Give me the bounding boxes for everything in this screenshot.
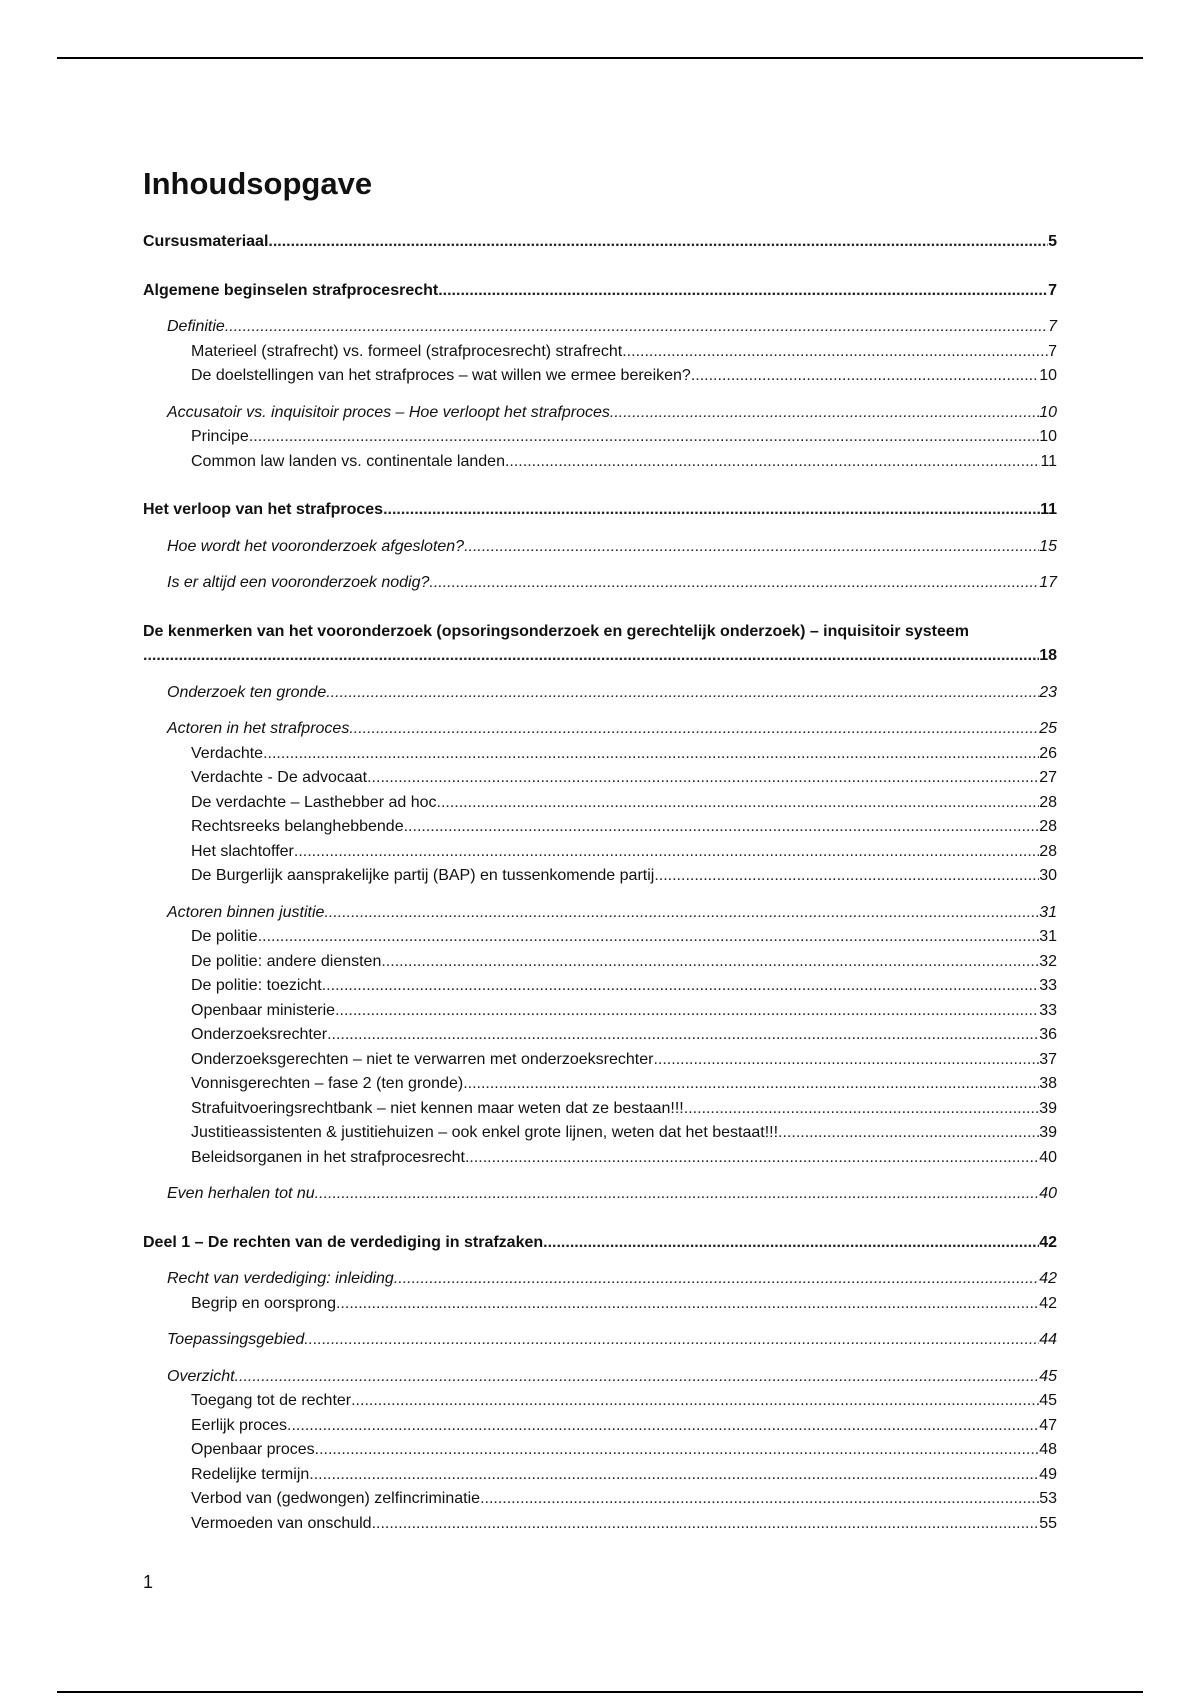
toc-page: 11 <box>1040 501 1057 518</box>
page-title: Inhoudsopgave <box>143 166 373 201</box>
toc-label: Even herhalen tot nu <box>167 1185 315 1202</box>
toc-page: 5 <box>1048 233 1057 250</box>
toc-entry[interactable] <box>143 925 1057 950</box>
toc-entry[interactable] <box>143 1146 1057 1171</box>
toc-entry[interactable] <box>143 840 1057 865</box>
toc-label: De Burgerlijk aansprakelijke partij (BAP) en tussenkomende partij <box>191 867 655 884</box>
toc-label: Hoe wordt het vooronderzoek afgesloten? <box>167 537 465 555</box>
toc-entry[interactable] <box>143 864 1057 889</box>
footer-rule <box>57 1691 1143 1693</box>
toc-label: Vonnisgerechten – fase 2 (ten gronde) <box>191 1075 464 1092</box>
toc-page: 28 <box>1039 842 1057 860</box>
toc-entry[interactable] <box>143 315 1057 340</box>
toc-entry[interactable] <box>143 950 1057 975</box>
toc-page: 42 <box>1039 1270 1057 1287</box>
toc-label: Begrip en oorsprong <box>191 1294 336 1312</box>
toc-label: Openbaar proces <box>191 1441 315 1458</box>
toc-entry[interactable] <box>143 450 1057 475</box>
toc-page: 38 <box>1039 1075 1057 1092</box>
toc-page: 7 <box>1048 342 1057 360</box>
toc-page: 10 <box>1039 403 1057 421</box>
toc-label: Strafuitvoeringsrechtbank – niet kennen maar weten dat ze bestaan!!! <box>191 1099 684 1117</box>
toc-entry[interactable] <box>143 1365 1057 1390</box>
toc-label: Onderzoeksgerechten – niet te verwarren met onderzoeksrechter <box>191 1050 654 1068</box>
toc-entry[interactable] <box>143 1512 1057 1537</box>
toc-page: 18 <box>1039 647 1057 664</box>
toc-page: 40 <box>1039 1148 1057 1166</box>
toc-entry[interactable] <box>143 279 1057 304</box>
toc-page: 23 <box>1039 683 1057 701</box>
toc-page: 28 <box>1039 818 1057 835</box>
toc-page: 45 <box>1039 1392 1057 1409</box>
toc-page: 45 <box>1039 1367 1057 1385</box>
toc-entry[interactable] <box>143 230 1057 255</box>
toc-entry[interactable] <box>143 1328 1057 1353</box>
toc-entry[interactable] <box>143 999 1057 1024</box>
toc-entry[interactable] <box>143 1463 1057 1488</box>
toc-label: Definitie <box>167 318 225 335</box>
toc-page: 39 <box>1039 1099 1057 1117</box>
toc-page: 15 <box>1039 537 1057 555</box>
toc-label: Vermoeden van onschuld <box>191 1514 372 1532</box>
page-number: 1 <box>143 1572 154 1592</box>
toc-label: De politie: andere diensten <box>191 952 382 970</box>
toc-label: Openbaar ministerie <box>191 1001 336 1019</box>
toc-page: 42 <box>1039 1294 1057 1312</box>
toc-label: De politie <box>191 928 258 945</box>
toc-entry[interactable] <box>143 742 1057 767</box>
toc-label: Beleidsorganen in het strafprocesrecht <box>191 1148 465 1166</box>
toc-entry[interactable] <box>143 1438 1057 1463</box>
toc-entry[interactable] <box>143 1414 1057 1439</box>
toc-entry[interactable] <box>143 1121 1057 1146</box>
toc-page: 25 <box>1039 720 1057 737</box>
toc-entry[interactable] <box>143 425 1057 450</box>
toc-entry[interactable] <box>143 1267 1057 1292</box>
toc-page: 33 <box>1039 1001 1057 1019</box>
toc-label: Redelijke termijn <box>191 1465 310 1483</box>
toc-label: Eerlijk proces <box>191 1416 288 1434</box>
toc-label: Algemene beginselen strafprocesrecht <box>143 281 439 299</box>
toc-label: Toegang tot de rechter <box>191 1392 352 1409</box>
toc-entry[interactable] <box>143 815 1057 840</box>
toc-entry[interactable] <box>143 1048 1057 1073</box>
toc-page: 17 <box>1039 574 1057 591</box>
toc-label: Materieel (strafrecht) vs. formeel (strafprocesrecht) strafrecht <box>191 342 623 360</box>
toc-page: 26 <box>1039 744 1057 762</box>
toc-page: 32 <box>1039 952 1057 970</box>
toc-label: Accusatoir vs. inquisitoir proces – Hoe verloopt het strafproces <box>167 403 610 421</box>
toc-label: Principe <box>191 428 249 445</box>
toc-entry[interactable] <box>143 717 1057 742</box>
toc-label: Common law landen vs. continentale landen <box>191 452 505 470</box>
toc-entry[interactable] <box>143 1097 1057 1122</box>
table-of-contents <box>143 230 1057 1536</box>
toc-page: 11 <box>1040 452 1057 470</box>
toc-label: Het slachtoffer <box>191 842 294 860</box>
toc-page: 33 <box>1039 977 1057 994</box>
toc-page: 55 <box>1039 1514 1057 1532</box>
toc-entry[interactable] <box>143 1231 1057 1256</box>
toc-label: Is er altijd een vooronderzoek nodig? <box>167 574 430 591</box>
toc-page: 49 <box>1039 1465 1057 1483</box>
toc-label: Toepassingsgebied <box>167 1331 305 1348</box>
toc-page: 53 <box>1039 1490 1057 1507</box>
toc-label: De kenmerken van het vooronderzoek (opsoringsonderzoek en gerechtelijk onderzoek) – inquisitoir systeem <box>143 622 969 640</box>
toc-label: Het verloop van het strafproces <box>143 501 384 518</box>
toc-page: 42 <box>1039 1233 1057 1251</box>
toc-label: Overzicht <box>167 1367 235 1385</box>
toc-page: 10 <box>1039 428 1057 445</box>
toc-page: 44 <box>1039 1331 1057 1348</box>
toc-entry[interactable] <box>143 791 1057 816</box>
toc-label: Onderzoeksrechter <box>191 1026 328 1043</box>
toc-page: 39 <box>1039 1124 1057 1141</box>
toc-page: 31 <box>1039 903 1057 921</box>
toc-entry[interactable] <box>143 1072 1057 1097</box>
toc-label: De doelstellingen van het strafproces – wat willen we ermee bereiken? <box>191 367 691 384</box>
toc-page: 37 <box>1039 1050 1057 1068</box>
toc-page: 30 <box>1039 867 1057 884</box>
toc-entry[interactable] <box>143 1292 1057 1317</box>
toc-entry[interactable] <box>143 620 1057 669</box>
header-rule <box>57 57 1143 59</box>
toc-entry[interactable] <box>143 364 1057 389</box>
toc-page: 7 <box>1048 318 1057 335</box>
toc-entry[interactable] <box>143 340 1057 365</box>
toc-page: 31 <box>1039 928 1057 945</box>
toc-entry[interactable] <box>143 401 1057 426</box>
toc-label: Actoren binnen justitie <box>167 903 325 921</box>
toc-label: Verbod van (gedwongen) zelfincriminatie <box>191 1490 481 1507</box>
toc-entry[interactable] <box>143 571 1057 596</box>
toc-label: Verdachte <box>191 744 264 762</box>
toc-label: De verdachte – Lasthebber ad hoc <box>191 793 437 811</box>
toc-entry[interactable] <box>143 766 1057 791</box>
toc-page: 40 <box>1039 1185 1057 1202</box>
toc-label: Rechtsreeks belanghebbende <box>191 818 404 835</box>
toc-entry[interactable] <box>143 1389 1057 1414</box>
toc-page: 28 <box>1039 793 1057 811</box>
toc-entry[interactable] <box>143 1487 1057 1512</box>
toc-label: Verdachte - De advocaat <box>191 769 368 786</box>
toc-label: Cursusmateriaal <box>143 233 269 250</box>
toc-page: 10 <box>1039 367 1057 384</box>
toc-label: Recht van verdediging: inleiding <box>167 1270 394 1287</box>
toc-entry[interactable] <box>143 498 1057 523</box>
toc-page: 7 <box>1048 281 1057 299</box>
toc-entry[interactable] <box>143 901 1057 926</box>
toc-page: 47 <box>1039 1416 1057 1434</box>
toc-label: Onderzoek ten gronde <box>167 683 327 701</box>
toc-entry[interactable] <box>143 1182 1057 1207</box>
toc-label: Actoren in het strafproces <box>167 720 350 737</box>
toc-page: 36 <box>1039 1026 1057 1043</box>
toc-entry[interactable] <box>143 974 1057 999</box>
toc-label: Justitieassistenten & justitiehuizen – ook enkel grote lijnen, weten dat het bestaat!!! <box>191 1124 779 1141</box>
toc-label: De politie: toezicht <box>191 977 322 994</box>
toc-page: 48 <box>1039 1441 1057 1458</box>
toc-label: Deel 1 – De rechten van de verdediging in strafzaken <box>143 1233 544 1251</box>
toc-entry[interactable] <box>143 535 1057 560</box>
toc-entry[interactable] <box>143 1023 1057 1048</box>
toc-entry[interactable] <box>143 681 1057 706</box>
toc-page: 27 <box>1039 769 1057 786</box>
